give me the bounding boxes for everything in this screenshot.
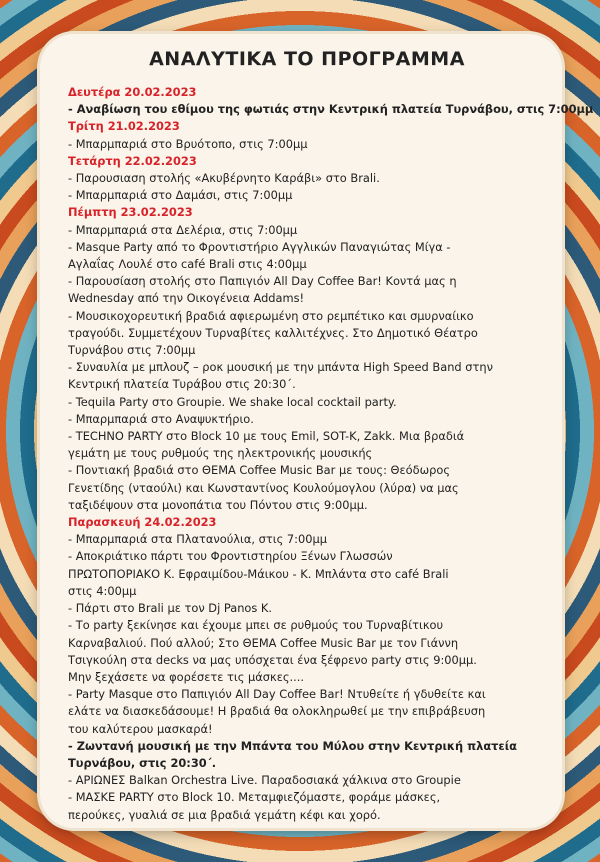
program-line: - Μουσικοχορευτική βραδιά αφιερωμένη στο ρεμπέτικο και σμυρναίικο xyxy=(68,308,474,323)
program-line: - Ζωντανή μουσική με την Μπάντα του Μύλου στην Κεντρική πλατεία xyxy=(68,738,518,753)
program-line: - Το party ξεκίνησε και έχουμε μπει σε ρυθμούς του Τυρναβίτικου xyxy=(68,618,444,633)
program-line: γεμάτη με τους ρυθμούς της ηλεκτρονικής μουσικής xyxy=(68,446,373,461)
program-line: Τσιγκούλη στα decks να μας υπόσχεται ένα ξέφρενο party στις 9:00μμ. xyxy=(68,652,477,667)
program-line: - ΜΑΣΚΕ PARTY στο Block 10. Μεταμφιεζόμαστε, φοράμε μάσκες, xyxy=(68,790,441,805)
program-line: Wednesday από την Οικογένεια Addams! xyxy=(68,291,305,306)
program-line: - Ποντιακή βραδιά στο ΘΕΜΑ Coffee Music Bar με τους: Θεόδωρος xyxy=(68,463,451,478)
program-line: - Παρουσιαση στολής «Ακυβέρνητο Καράβι» στο Brali. xyxy=(68,171,380,186)
program-line: - Συναυλία με μπλουζ – ροκ μουσική με την μπάντα High Speed Band στην xyxy=(68,360,493,375)
program-line: Γενετίδης (νταούλι) και Κωνσταντίνος Κουλούμογλου (λύρα) να μας xyxy=(68,480,459,495)
day-heading: Δευτέρα 20.02.2023 xyxy=(68,85,197,99)
program-line: - Masque Party από το Φροντιστήριο Αγγλικών Παναγιώτας Μίγα - xyxy=(68,239,451,254)
program-line: Κεντρική πλατεία Τυράβου στις 20:30΄. xyxy=(68,377,296,392)
program-line: Τυρνάβου στις 7:00μμ xyxy=(68,343,196,358)
program-line: ΠΡΩΤΟΠΟΡΙΑΚΟ Κ. Εφραιμίδου-Μάικου - Κ. Μπλάντα στο café Brali xyxy=(68,566,449,581)
program-line: - Αποκριάτικο πάρτι του Φροντιστηρίου Ξένων Γλωσσών xyxy=(68,549,393,564)
program-line: ταξιδέψουν στα μονοπάτια του Πόντου στις 9:00μμ. xyxy=(68,497,368,512)
program-line: Μην ξεχάσετε να φορέσετε τις μάσκες.... xyxy=(68,669,305,684)
program-line: - Παρουσίαση στολής στο Παπιγιόν All Day Coffee Bar! Κοντά μας η xyxy=(68,274,457,289)
program-line: - Μπαρμπαριά στο Αναψυκτήριο. xyxy=(68,411,254,426)
program-content xyxy=(68,44,594,824)
program-line: - ΑΡΙΩΝΕΣ Balkan Orchestra Live. Παραδοσιακά χάλκινα στο Groupie xyxy=(68,773,461,788)
day-heading: Τετάρτη 22.02.2023 xyxy=(68,153,197,168)
program-line: τραγούδι. Συμμετέχουν Τυρναβίτες καλλιτέχνες. Στο Δημοτικό Θέατρο xyxy=(68,325,478,340)
program-line: Καρναβαλιού. Πού αλλού; Στο ΘΕΜΑ Coffee Music Bar με τον Γιάννη xyxy=(68,635,459,650)
program-line: - Μπαρμπαριά στα Πλατανούλια, στις 7:00μμ xyxy=(68,532,327,547)
program-list xyxy=(68,84,594,824)
program-line: Αγλαΐας Λουλέ στο café Brali στις 4:00μμ xyxy=(68,257,307,272)
program-line: περούκες, γυαλιά σε μια βραδιά γεμάτη κέφι και χορό. xyxy=(68,807,381,822)
program-line: - Tequila Party στο Groupie. We shake local cocktail party. xyxy=(68,394,397,409)
day-heading: Τρίτη 21.02.2023 xyxy=(68,119,180,134)
program-line: του καλύτερου μασκαρά! xyxy=(68,721,213,736)
program-line: - Αναβίωση του εθίμου της φωτιάς στην Κεντρική πλατεία Τυρνάβου, στις 7:00μμ xyxy=(68,102,594,117)
program-line: - Μπαρμπαριά στα Δελέρια, στις 7:00μμ xyxy=(68,222,298,237)
program-line: Τυρνάβου, στις 20:30΄. xyxy=(68,755,217,770)
page-title: ΑΝΑΛΥΤΙΚΑ ΤΟ ΠΡΟΓΡΑΜΜΑ xyxy=(149,48,465,70)
program-line: - Party Masque στο Παπιγιόν All Day Coffee Bar! Ντυθείτε ή γδυθείτε και xyxy=(68,687,486,702)
program-line: ελάτε να διασκεδάσουμε! Η βραδιά θα ολοκληρωθεί με την επιβράβευση xyxy=(68,704,486,719)
program-line: - Μπαρμπαριά στο Δαμάσι, στις 7:00μμ xyxy=(68,188,293,203)
day-heading: Παρασκευή 24.02.2023 xyxy=(68,515,217,530)
program-line: - Πάρτι στο Brali με τον Dj Panos K. xyxy=(68,601,273,616)
day-heading: Πέμπτη 23.02.2023 xyxy=(68,205,193,220)
program-line: - Μπαρμπαριά στο Βρυότοπο, στις 7:00μμ xyxy=(68,136,308,151)
program-line: - TECHNO PARTY στο Block 10 με τους Emil, SOT-K, Zakk. Μια βραδιά xyxy=(68,429,465,444)
program-line: στις 4:00μμ xyxy=(68,583,137,598)
